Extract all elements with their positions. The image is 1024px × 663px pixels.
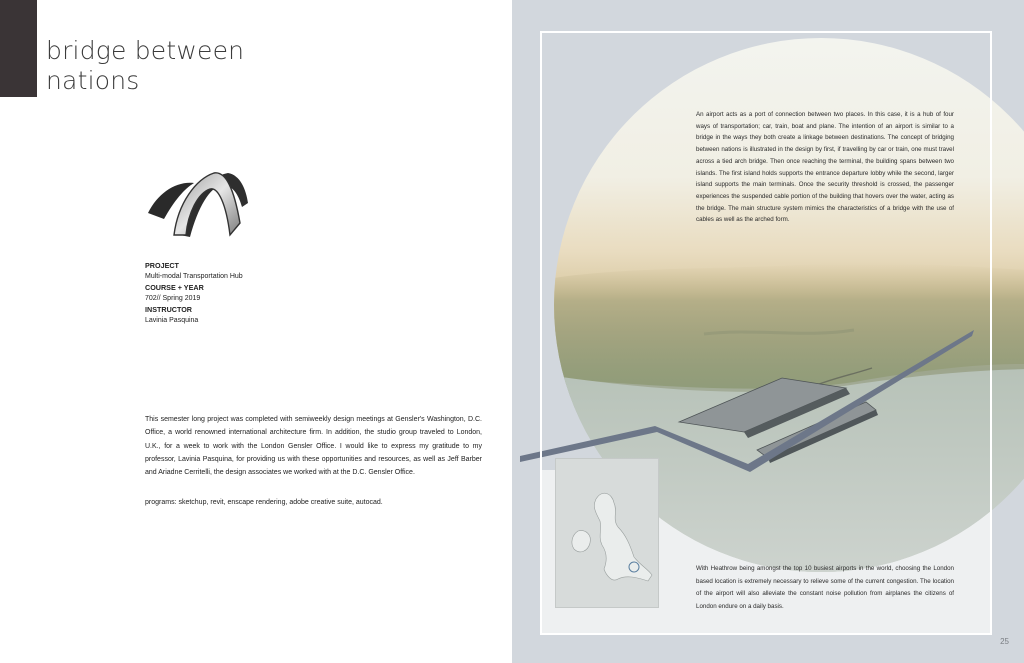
project-label: PROJECT <box>145 261 179 270</box>
arch-bridge-logo <box>144 163 250 239</box>
concept-paragraph: An airport acts as a port of connection between two places. In this case, it is a hub of four ways of transportation; car, train, boat and plane. The intention of an airport is similar to a bridge in the ways they both create a linkage between destinations. The concept of bridging between nations is illustrated in the design by first, if travelling by car or train, one must travel across a tied arch bridge. Then once reaching the terminal, the building spans between two islands. The first island holds supports the entrance departure lobby while the second, larger island supports the main terminals. Once the security threshold is crossed, the passenger experiences the suspended cable portion of the building that hovers over the water, acting as the bridge. The main structure system mimics the characteristics of a bridge with the use of cables as well as the arched form. <box>696 111 954 224</box>
map-graphic <box>556 459 659 608</box>
project-description: This semester long project was completed with semiweekly design meetings at Gensler's Washington, D.C. Office, a world renowned international architecture firm. In addition, the studio group traveled to London, U.K., for a week to work with the London Gensler Office. I would like to express my gratitude to my professor, Lavinia Pasquina, for providing us with these opportunities and resources, as well as Jeff Barber and Ariadne Cerritelli, the design associates we worked with at the D.C. Gensler Office. <box>145 416 482 477</box>
programs-list: programs: sketchup, revit, enscape rendering, adobe creative suite, autocad. <box>145 499 383 506</box>
title-tab-marker <box>0 0 37 97</box>
project-info <box>145 260 243 326</box>
instructor-label: INSTRUCTOR <box>145 305 192 314</box>
uk-location-map <box>555 458 659 608</box>
page-number: 25 <box>1000 637 1009 646</box>
instructor-value: Lavinia Pasquina <box>145 317 199 324</box>
course-label: COURSE + YEAR <box>145 283 204 292</box>
course-value: 702// Spring 2019 <box>145 295 201 302</box>
page-title <box>46 36 244 96</box>
title-line-2: nations <box>46 66 140 95</box>
title-line-1: bridge between <box>46 36 245 65</box>
location-paragraph: With Heathrow being amongst the top 10 busiest airports in the world, choosing the London based location is extremely necessary to relieve some of the current congestion. The location of the airport will also alleviate the constant noise pollution from airplanes the citizens of London endure on a daily basis. <box>696 565 954 610</box>
project-value: Multi-modal Transportation Hub <box>145 273 243 280</box>
right-page <box>512 0 1024 663</box>
